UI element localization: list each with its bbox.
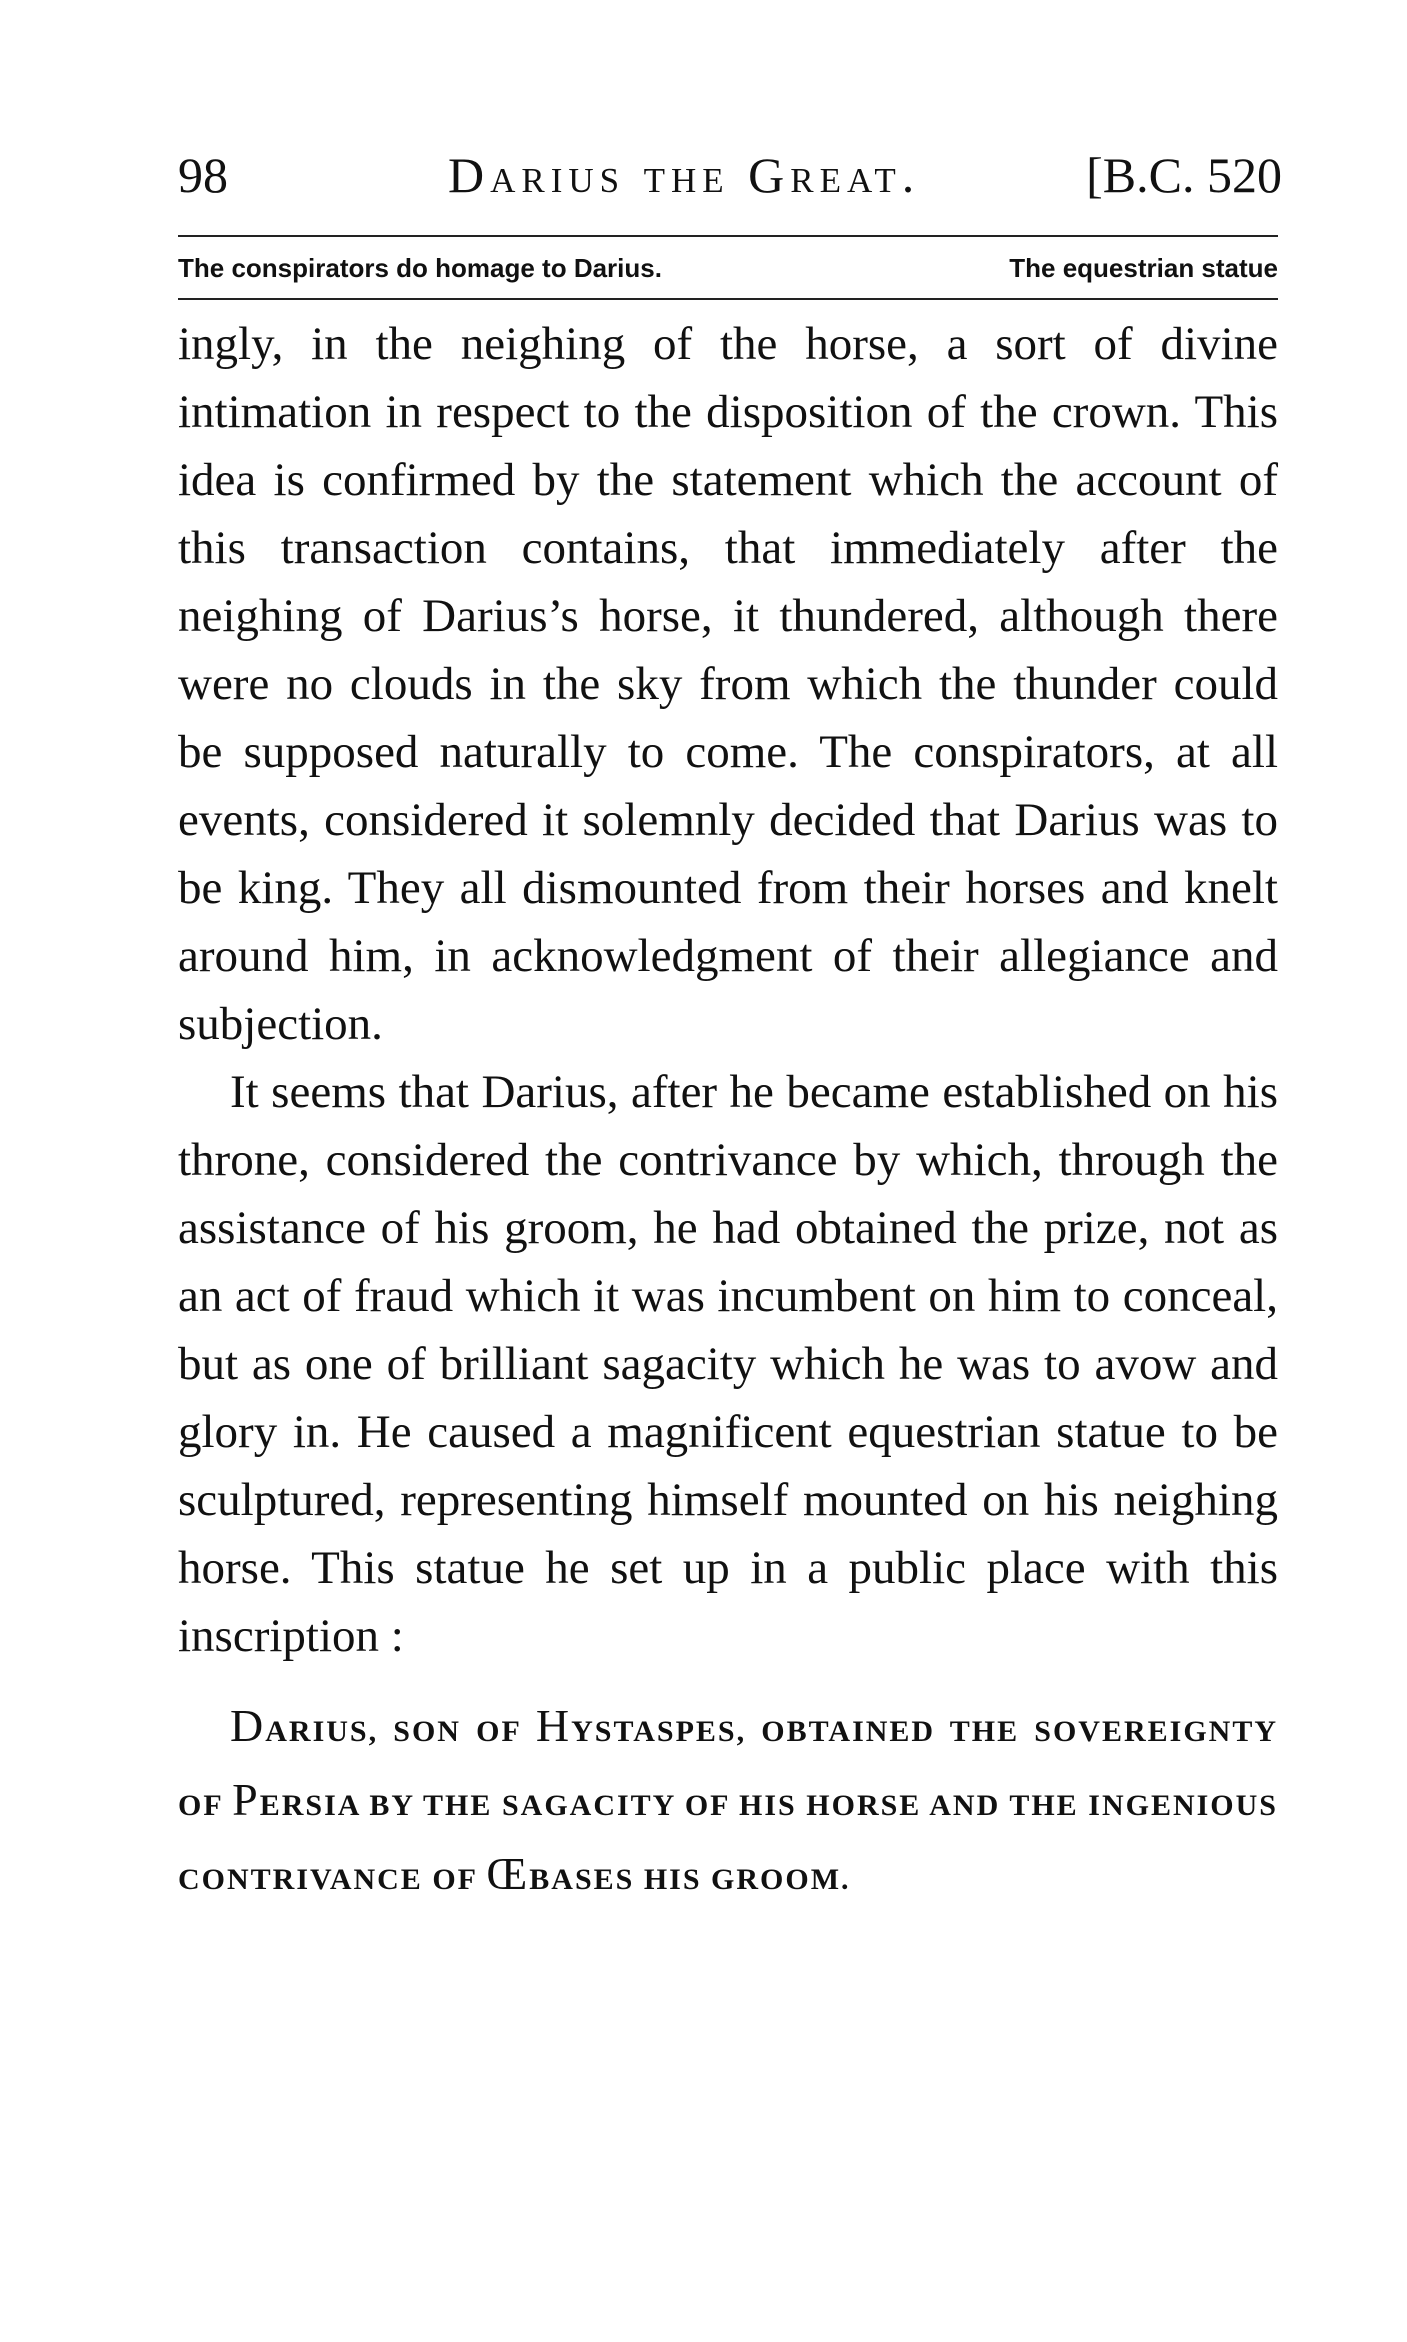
date-mark: [B.C. 520 bbox=[1086, 147, 1282, 203]
inscription-text-3: ERSIA BY THE SAGACITY OF HIS HORSE AND THE INGENIOUS CONTRIVANCE OF bbox=[178, 1789, 1278, 1896]
book-title: Darius the Great. bbox=[448, 147, 921, 203]
paragraph-1: ingly, in the neighing of the horse, a sort of divine intimation in respect to the disposition of the crown. This idea is confirmed by the statement which the account of this transaction contains, that immediately after the neighing of Darius’s horse, it thundered, although there were no clouds in the sky from which the thunder could be supposed naturally to come. The conspirators, at all events, considered it solemnly decided that Darius was to be king. They all dismounted from their horses and knelt around him, in acknowledgment of their allegiance and subjection. bbox=[178, 318, 1278, 1050]
header-rule-bottom bbox=[178, 298, 1278, 300]
header-rule-top bbox=[178, 235, 1278, 237]
side-notes bbox=[178, 244, 1278, 292]
inscription-cap-1: D bbox=[230, 1700, 266, 1751]
paragraph-2: It seems that Darius, after he became established on his throne, considered the contrivance by which, through the assistance of his groom, he had obtained the prize, not as an act of fraud which it was incumbent on him to conceal, but as one of brilliant sagacity which he was to avow and glory in. He caused a magnificent equestrian statue to be sculptured, representing himself mounted on his neighing horse. This statue he set up in a public place with this inscription : bbox=[178, 1066, 1278, 1662]
inscription-cap-2: H bbox=[535, 1700, 572, 1751]
side-note-right: The equestrian statue bbox=[1009, 253, 1278, 283]
inscription bbox=[178, 1692, 1278, 1914]
inscription-cap-4: Œ bbox=[486, 1848, 530, 1899]
inscription-cap-3: P bbox=[232, 1774, 260, 1825]
book-page bbox=[178, 140, 1282, 1899]
inscription-text-4: BASES HIS GROOM. bbox=[529, 1863, 851, 1896]
running-head bbox=[178, 140, 1282, 210]
inscription-text-1: ARIUS, SON OF bbox=[265, 1715, 536, 1748]
page-number: 98 bbox=[178, 147, 228, 203]
body-text bbox=[178, 310, 1278, 1914]
inscription-text-2: YSTASPES, OBTAINED THE SOVEREIGNTY OF bbox=[178, 1715, 1278, 1822]
side-note-left: The conspirators do homage to Darius. bbox=[178, 253, 662, 283]
